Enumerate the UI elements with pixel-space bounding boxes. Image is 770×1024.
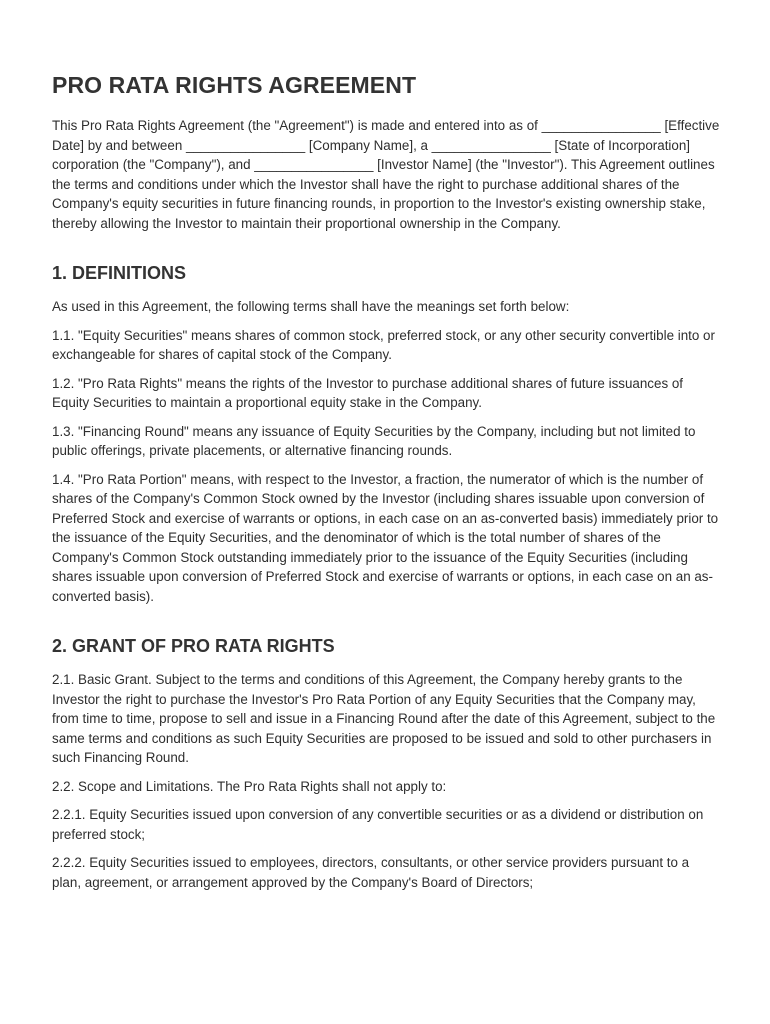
definitions-intro: As used in this Agreement, the following terms shall have the meanings set forth below:	[52, 299, 570, 314]
definition-1-1: 1.1. "Equity Securities" means shares of common stock, preferred stock, or any other security convertible into or exchangeable for shares of capital stock of the Company.	[52, 327, 715, 362]
definition-1-3: 1.3. "Financing Round" means any issuance of Equity Securities by the Company, including but not limited to public offerings, private placements, or alternative financing rounds.	[52, 423, 696, 458]
clause-2-1: 2.1. Basic Grant. Subject to the terms and conditions of this Agreement, the Company hereby grants to the Investor the right to purchase the Investor's Pro Rata Portion of any Equity Securities that the Company may, from time to time, propose to sell and issue in a Financing Round after the date of this Agreement, subject to the same terms and conditions as such Equity Securities are proposed to be issued and sold to other purchasers in such Financing Round.	[52, 672, 716, 765]
document-title: PRO RATA RIGHTS AGREEMENT	[52, 72, 417, 98]
section-heading-grant: 2. GRANT OF PRO RATA RIGHTS	[52, 636, 335, 656]
clause-2-2-2: 2.2.2. Equity Securities issued to employees, directors, consultants, or other service providers pursuant to a plan, agreement, or arrangement approved by the Company's Board of Directors;	[52, 855, 690, 890]
definition-1-2: 1.2. "Pro Rata Rights" means the rights of the Investor to purchase additional shares of future issuances of Equity Securities to maintain a proportional equity stake in the Company.	[52, 375, 684, 410]
document-page	[52, 70, 720, 901]
intro-paragraph: This Pro Rata Rights Agreement (the "Agreement") is made and entered into as of ________________ [Effective Date] by and between ________________ [Company Name], a ________________ [State of Incorporation] corporation (the "Company"), and ________________ [Investor Name] (the "Investor"). This Agreement outlines the terms and conditions under which the Investor shall have the right to purchase additional shares of the Company's equity securities in future financing rounds, in proportion to the Investor's existing ownership stake, thereby allowing the Investor to maintain their proportional ownership in the Company.	[52, 118, 720, 231]
clause-2-2-1: 2.2.1. Equity Securities issued upon conversion of any convertible securities or as a dividend or distribution on preferred stock;	[52, 807, 704, 842]
definition-1-4: 1.4. "Pro Rata Portion" means, with respect to the Investor, a fraction, the numerator of which is the number of shares of the Company's Common Stock owned by the Investor (including shares issuable upon conversion of Preferred Stock and exercise of warrants or options, in each case on an as-converted basis) immediately prior to the issuance of the Equity Securities, and the denominator of which is the total number of shares of the Company's Common Stock outstanding immediately prior to the issuance of the Equity Securities (including shares issuable upon conversion of Preferred Stock and exercise of warrants or options, in each case on an as-converted basis).	[52, 471, 719, 604]
clause-2-2: 2.2. Scope and Limitations. The Pro Rata Rights shall not apply to:	[52, 778, 447, 794]
section-heading-definitions: 1. DEFINITIONS	[52, 263, 187, 283]
